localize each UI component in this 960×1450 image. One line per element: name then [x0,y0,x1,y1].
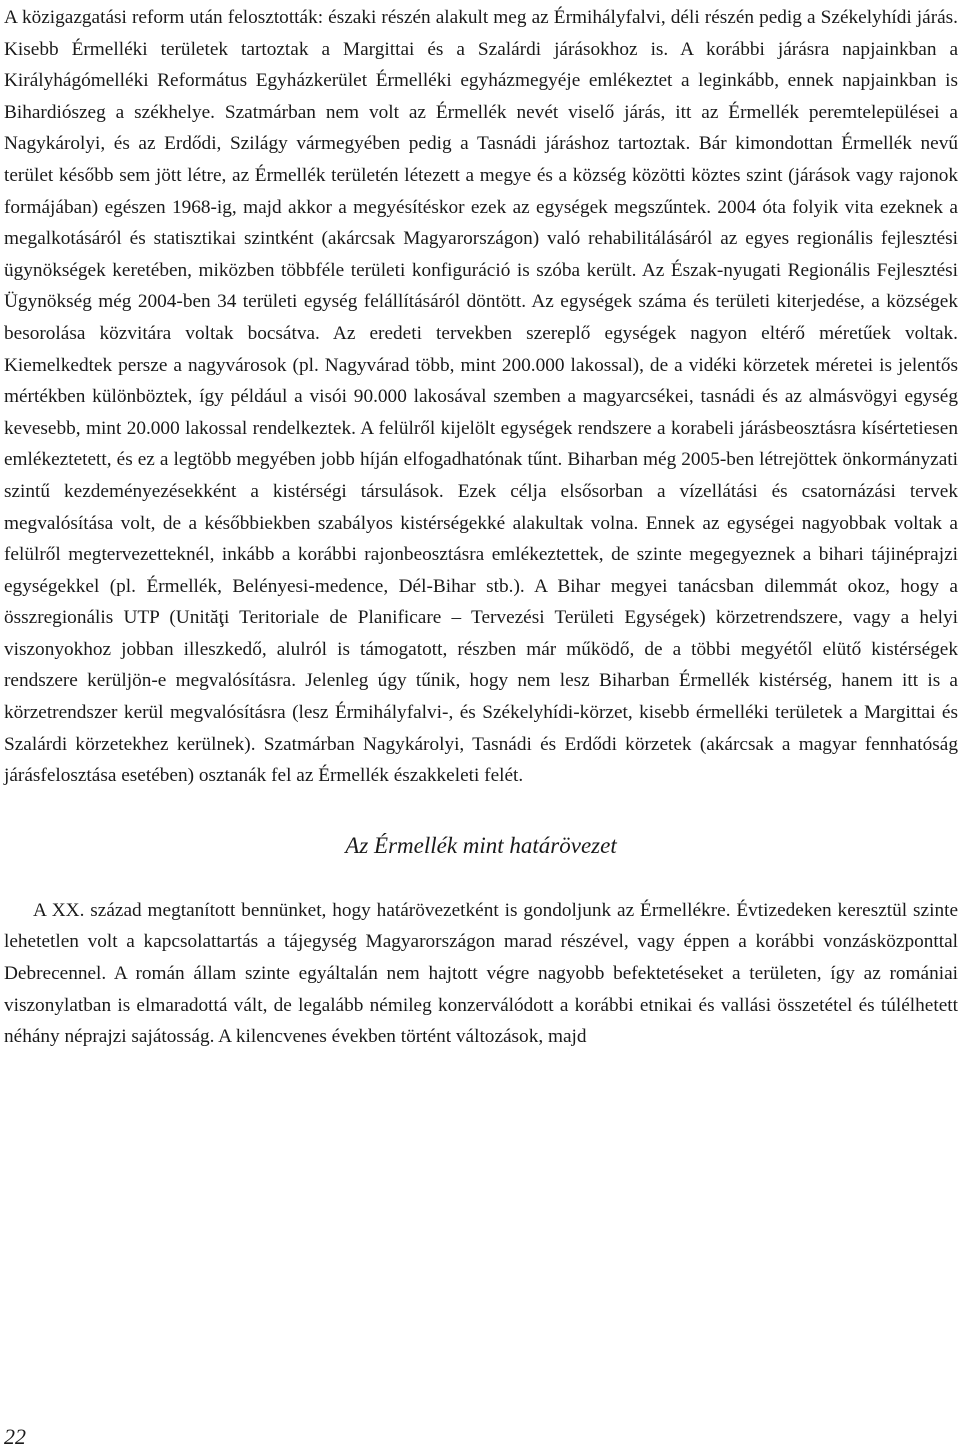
page-number: 22 [4,1424,26,1449]
document-page [4,0,958,1053]
body-paragraph-2: A XX. század megtanított bennünket, hogy határövezetként is gondoljunk az Érmellékre. Évtizedeken keresztül szinte lehetetlen volt a kapcsolattartás a tájegység Magyarországon marad részével, vagy éppen a korábbi vonzásközponttal Debrecennel. A román állam szinte egyáltalán nem hajtott végre nagyobb befektetéseket a területen, így az romániai viszonylatban is elmaradottá vált, de legalább némileg konzerválódott a korábbi etnikai és vallási összetétel és túlélhetett néhány néprajzi sajátosság. A kilencvenes években történt változások, majd [4,899,958,1048]
body-paragraph-1: A közigazgatási reform után felosztották: északi részén alakult meg az Érmihályfalvi, déli részén pedig a Székelyhídi járás. Kisebb Érmelléki területek tartoztak a Margittai és a Szalárdi járásokhoz is. A korábbi járásra napjainkban a Királyhágómelléki Református Egyházkerület Érmelléki egyházmegyéje emlékeztet a leginkább, ennek napjainkban is Bihardiószeg a székhelye. Szatmárban nem volt az Érmellék nevét viselő járás, itt az Érmellék peremtelepülései a Nagykárolyi, és az Erdődi, Szilágy vármegyében pedig a Tasnádi járáshoz tartoztak. Bár kimondottan Érmellék nevű terület később sem jött létre, az Érmellék területén létezett a megye és a község közötti köztes szint (járások vagy rajonok formájában) egészen 1968-ig, majd akkor a megyésítéskor ezek az egységek megszűntek. 2004 óta folyik vita ezeknek a megalkotásáról és statisztikai szintként (akárcsak Magyarországon) való rehabilitálásáról az egyes regionális fejlesztési ügynökségek keretében, miközben többféle területi konfiguráció is szóba került. Az Észak-nyugati Regionális Fejlesztési Ügynökség még 2004-ben 34 területi egység felállításáról döntött. Az egységek száma és területi kiterjedése, a községek besorolása közvitára voltak bocsátva. Az eredeti tervekben szereplő egységek nagyon eltérő méretűek voltak. Kiemelkedtek persze a nagyvárosok (pl. Nagyvárad több, mint 200.000 lakossal), de a vidéki körzetek méretei is jelentős mértékben különböztek, így például a visói 90.000 lakosával szemben a magyarcsékei, tasnádi és az almásvögyi egység kevesebb, mint 20.000 lakossal rendelkeztek. A felülről kijelölt egységek rendszere a korabeli járásbeosztásra kísértetiesen emlékeztetett, és ez a legtöbb megyében jobb híján elfogadhatónak tűnt. Biharban még 2005-ben létrejöttek önkormányzati szintű kezdeményezésekként a kistérségi társulások. Ezek célja elsősorban a vízellátási és csatornázási tervek megvalósítása volt, de a későbbiekben szabályos kistérségekké alakultak volna. Ennek az egységei nagyobbak voltak a felülről megtervezetteknél, inkább a korábbi rajonbeosztásra emlékeztettek, de szinte megegyeznek a bihari tájinéprajzi egységekkel (pl. Érmellék, Belényesi-medence, Dél-Bihar stb.). A Bihar megyei tanácsban dilemmát okoz, hogy a összregionális UTP (Unităţi Teritoriale de Planificare – Tervezési Területi Egységek) körzetrendszere, vagy a helyi viszonyokhoz jobban illeszkedő, alulról is támogatott, részben már működő, de a többi megyétől elütő kistérségek rendszere kerüljön-e megvalósításra. Jelenleg úgy tűnik, hogy nem lesz Biharban Érmellék kistérség, hanem itt is a körzetrendszer kerül megvalósításra (lesz Érmihályfalvi-, és Székelyhídi-körzet, kisebb érmelléki területek a Margittai és Szalárdi körzetekhez kerülnek). Szatmárban Nagykárolyi, Tasnádi és Erdődi körzetek (akárcsak a magyar fennhatóság járásfelosztása esetében) osztanák fel az Érmellék északkeleti felét. [4,7,958,787]
section-heading: Az Érmellék mint határövezet [345,832,617,858]
